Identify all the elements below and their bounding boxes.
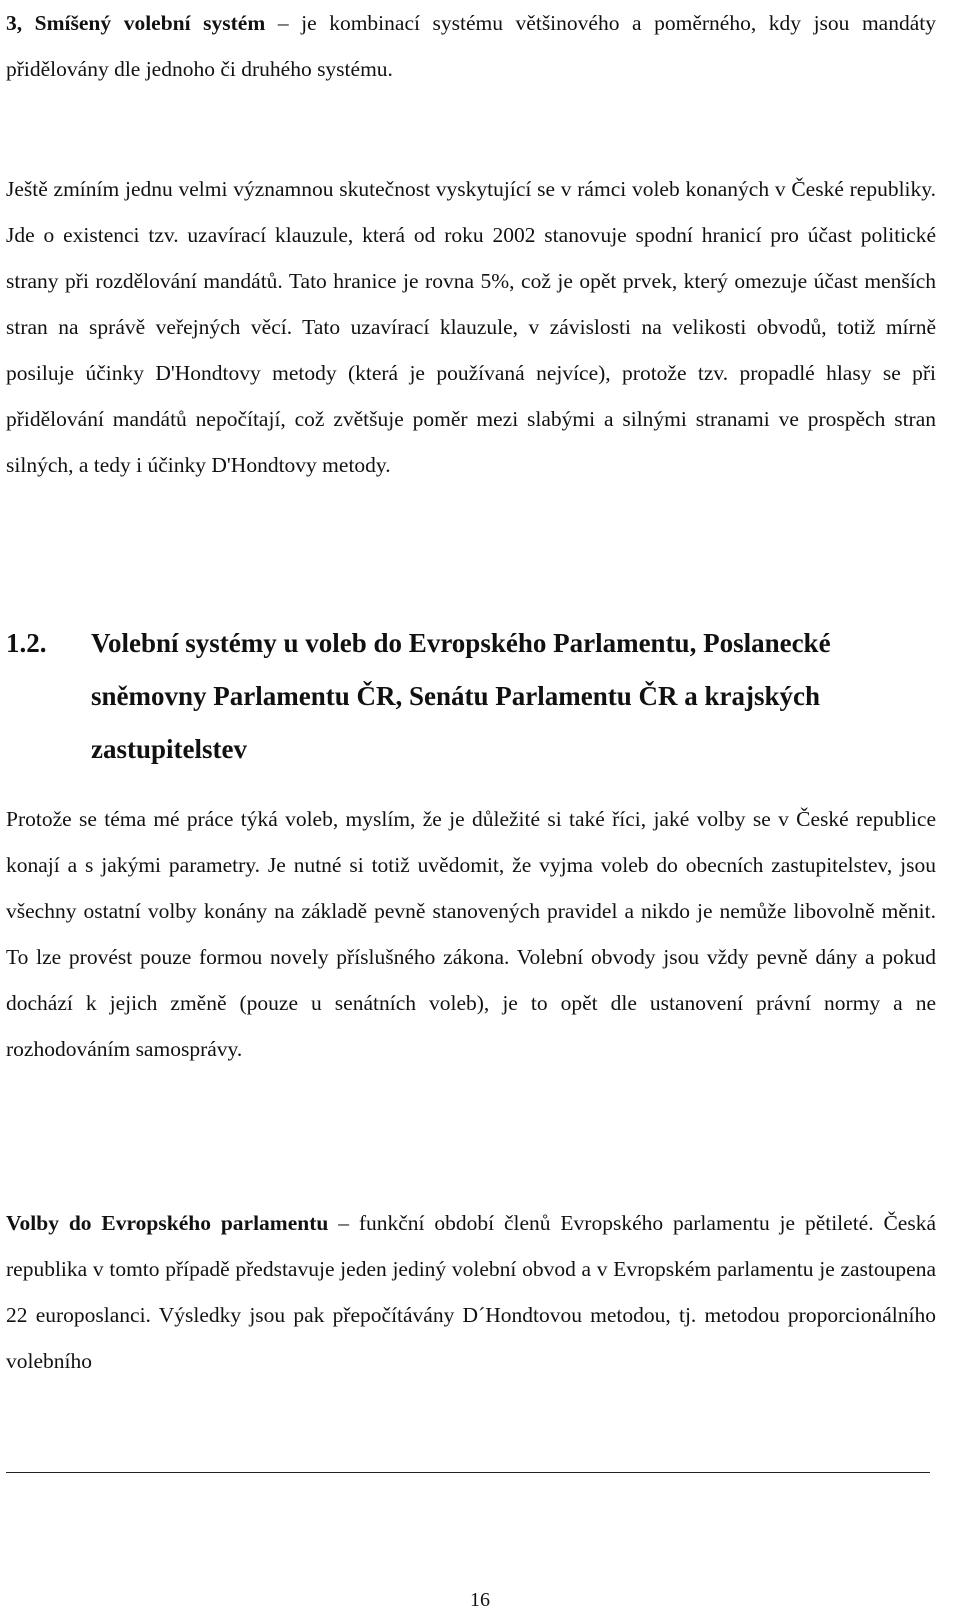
- paragraph-european-parliament: [6, 1200, 936, 1384]
- paragraph-european-parliament-text: – funkční období členů Evropského parlamentu je pětileté. Česká republika v tomto případě představuje jeden jediný volební obvod a v Evropském parlamentu je zastoupena 22 europoslanci. Výsledky jsou pak přepočítávány D´Hondtovou metodou, tj. metodou proporcionálního volebního: [6, 1211, 937, 1373]
- paragraph-election-parameters: Protože se téma mé práce týká voleb, myslím, že je důležité si také říci, jaké volby se v České republice konají a s jakými parametry. Je nutné si totiž uvědomit, že vyjma voleb do obecních zastupitelstev, jsou všechny ostatní volby konány na základě pevně stanovených pravidel a nikdo je nemůže libovolně měnit. To lze provést pouze formou novely příslušného zákona. Volební obvody jsou vždy pevně dány a pokud dochází k jejich změně (pouze u senátních voleb), je to opět dle ustanovení právní normy a ne rozhodováním samosprávy.: [6, 807, 936, 1061]
- footnote-divider: [6, 1472, 930, 1473]
- section-number: 1.2.: [6, 628, 47, 658]
- section-heading: [6, 617, 946, 776]
- paragraph-mixed-system: [6, 0, 936, 92]
- page-number: 16: [470, 1589, 490, 1611]
- paragraph-european-parliament-lead: Volby do Evropského parlamentu: [6, 1211, 329, 1235]
- section-title: Volební systémy u voleb do Evropského Parlamentu, Poslanecké sněmovny Parlamentu ČR, Senátu Parlamentu ČR a krajských zastupitelstev: [91, 628, 831, 764]
- paragraph-mixed-system-lead: 3, Smíšený volební systém: [6, 11, 266, 35]
- paragraph-electoral-threshold: Ještě zmíním jednu velmi významnou skutečnost vyskytující se v rámci voleb konaných v České republiky. Jde o existenci tzv. uzavírací klauzule, která od roku 2002 stanovuje spodní hranicí pro účast politické strany při rozdělování mandátů. Tato hranice je rovna 5%, což je opět prvek, který omezuje účast menších stran na správě veřejných věcí. Tato uzavírací klauzule, v závislosti na velikosti obvodů, totiž mírně posiluje účinky D'Hondtovy metody (která je používaná nejvíce), protože tzv. propadlé hlasy se při přidělování mandátů nepočítají, což zvětšuje poměr mezi slabými a silnými stranami ve prospěch stran silných, a tedy i účinky D'Hondtovy metody.: [6, 177, 936, 477]
- paragraph-mixed-system-text: – je kombinací systému většinového a poměrného, kdy jsou mandáty přidělovány dle jednoho či druhého systému.: [6, 11, 936, 81]
